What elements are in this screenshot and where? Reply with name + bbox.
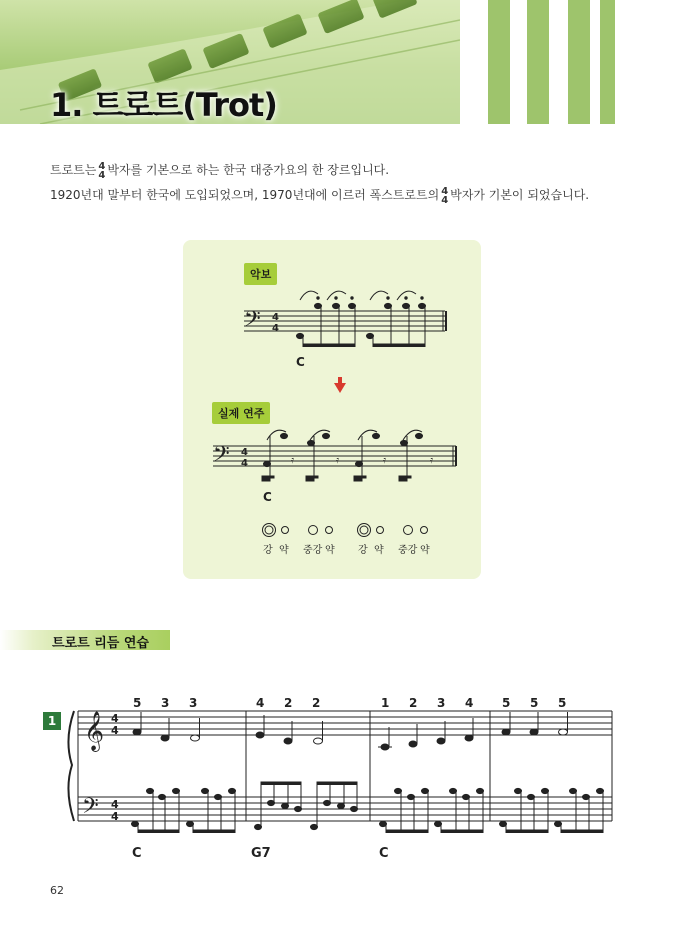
svg-text:약: 약 [374, 545, 384, 556]
svg-text:5: 5 [530, 696, 539, 710]
svg-text:4: 4 [241, 447, 248, 458]
performance-notes [262, 433, 423, 481]
svg-text:1: 1 [381, 696, 390, 710]
page-title: 1. 트로트(Trot) [50, 86, 277, 124]
svg-text:5: 5 [502, 696, 511, 710]
svg-text:2: 2 [312, 696, 321, 710]
time-signature: 4 4 [98, 160, 106, 181]
intro-text: 트로트는 [50, 163, 97, 177]
brace [68, 711, 74, 821]
accent-circles [263, 524, 428, 537]
finger-numbers [133, 696, 566, 710]
chord-label: C [296, 355, 305, 369]
page-number: 62 [50, 884, 64, 897]
svg-text:약: 약 [279, 545, 289, 556]
chord-label: C [263, 490, 272, 504]
svg-text:3: 3 [161, 696, 170, 710]
svg-text:2: 2 [409, 696, 418, 710]
bass-clef-icon: 𝄢 [82, 794, 99, 824]
intro-text: 박자가 기본이 되었습니다. [450, 188, 590, 202]
svg-text:𝄿: 𝄿 [336, 455, 340, 466]
svg-text:4: 4 [111, 712, 119, 725]
bass-staff [78, 797, 612, 821]
svg-text:𝄿: 𝄿 [383, 455, 387, 466]
section-title: 트로트 리듬 연습 [52, 636, 149, 651]
svg-text:C: C [132, 846, 142, 861]
intro-text: 박자를 기본으로 하는 한국 대중가요의 한 장르입니다. [107, 163, 390, 177]
svg-text:4: 4 [111, 810, 119, 823]
performance-staff [213, 446, 456, 466]
accent-labels [263, 543, 430, 556]
time-signatures [111, 712, 119, 823]
svg-text:강: 강 [263, 545, 273, 556]
svg-text:4: 4 [111, 724, 119, 737]
svg-text:강: 강 [358, 545, 368, 556]
svg-text:3: 3 [189, 696, 198, 710]
svg-text:4: 4 [465, 696, 474, 710]
svg-text:2: 2 [284, 696, 293, 710]
score-notes [297, 297, 426, 347]
treble-notes [133, 712, 568, 750]
svg-text:4: 4 [272, 323, 279, 334]
svg-text:3: 3 [437, 696, 446, 710]
chord-names [132, 846, 389, 861]
svg-text:4: 4 [111, 798, 119, 811]
exercise-number-badge: 1 [43, 712, 61, 730]
performance-label: 실제 연주 [212, 402, 270, 424]
treble-clef-icon: 𝄞 [84, 711, 105, 751]
svg-text:약: 약 [325, 545, 335, 556]
svg-text:4: 4 [272, 312, 279, 323]
svg-text:𝄿: 𝄿 [291, 455, 295, 466]
barlines [78, 711, 612, 821]
svg-text:4: 4 [256, 696, 265, 710]
svg-text:4: 4 [241, 458, 248, 469]
score-label: 악보 [244, 263, 277, 285]
bass-clef-icon: 𝄢 [244, 307, 261, 337]
svg-text:중강: 중강 [398, 545, 418, 556]
svg-text:C: C [379, 846, 389, 861]
down-arrow-icon [334, 377, 346, 393]
svg-text:𝄢: 𝄢 [213, 442, 230, 472]
svg-text:약: 약 [420, 545, 430, 556]
performance-slurs [267, 430, 422, 440]
intro-text: 1920년대 말부터 한국에 도입되었으며, 1970년대에 이르러 폭스트로트의 [50, 188, 440, 202]
svg-text:5: 5 [558, 696, 567, 710]
svg-text:𝄿: 𝄿 [430, 455, 434, 466]
svg-text:G7: G7 [251, 846, 271, 861]
svg-text:중강: 중강 [303, 545, 323, 556]
svg-text:5: 5 [133, 696, 142, 710]
time-signature: 4 4 [441, 185, 449, 206]
bass-notes [132, 782, 604, 833]
